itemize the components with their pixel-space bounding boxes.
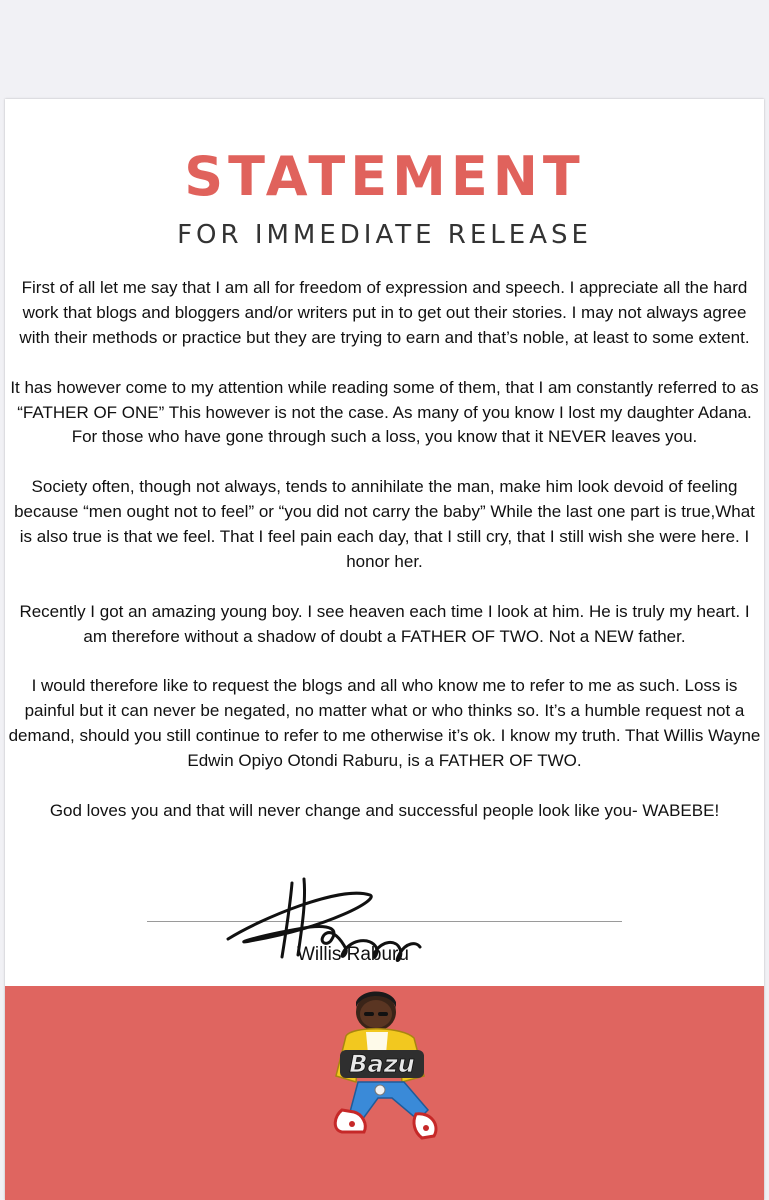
paragraph: It has however come to my attention while reading some of them, that I am constantly referred to as “FATHER OF ONE” This however is not the case. As many of you know I lost my daughter Adana. For those who have gone through such a loss, you know that it NEVER leaves you. [10,377,759,447]
paragraph: Recently I got an amazing young boy. I see heaven each time I look at him. He is truly my heart. I am therefore without a shadow of doubt a FATHER OF TWO. Not a NEW father. [19,601,750,646]
logo-text: Bazu [349,1050,415,1078]
paragraph: Society often, though not always, tends to annihilate the man, make him look devoid of feeling because “men ought not to feel” or “you did not carry the baby” While the last one part is true,What is also true is that we feel. That I feel pain each day, that I still cry, that I still wish she were here. I honor her. [14,477,755,571]
bazu-cartoon-logo-icon [332,990,442,1156]
signature-scribble-icon [220,877,430,972]
paragraph: I would therefore like to request the blogs and all who know me to refer to me as such. Loss is painful but it can never be negated, no matter what or who thinks so. It’s a humble request not a demand, should you still continue to refer to me otherwise it’s ok. I know my truth. That Willis Wayne Edwin Opiyo Otondi Raburu, is a FATHER OF TWO. [8,676,761,771]
page-title: STATEMENT [184,145,585,208]
footer-banner [5,986,764,1200]
signature-name: Willis Raburu [297,944,409,965]
paragraph: God loves you and that will never change and successful people look like you- WABEBE! [49,800,720,820]
statement-body [5,276,764,849]
statement-page [5,99,764,1200]
page-subtitle: FOR IMMEDIATE RELEASE [177,220,592,250]
paragraph: First of all let me say that I am all for freedom of expression and speech. I appreciate all the hard work that blogs and bloggers and/or writers put in to get out their stories. I may not always agree with their methods or practice but they are trying to earn and that’s noble, at least to some extent. [19,278,750,347]
